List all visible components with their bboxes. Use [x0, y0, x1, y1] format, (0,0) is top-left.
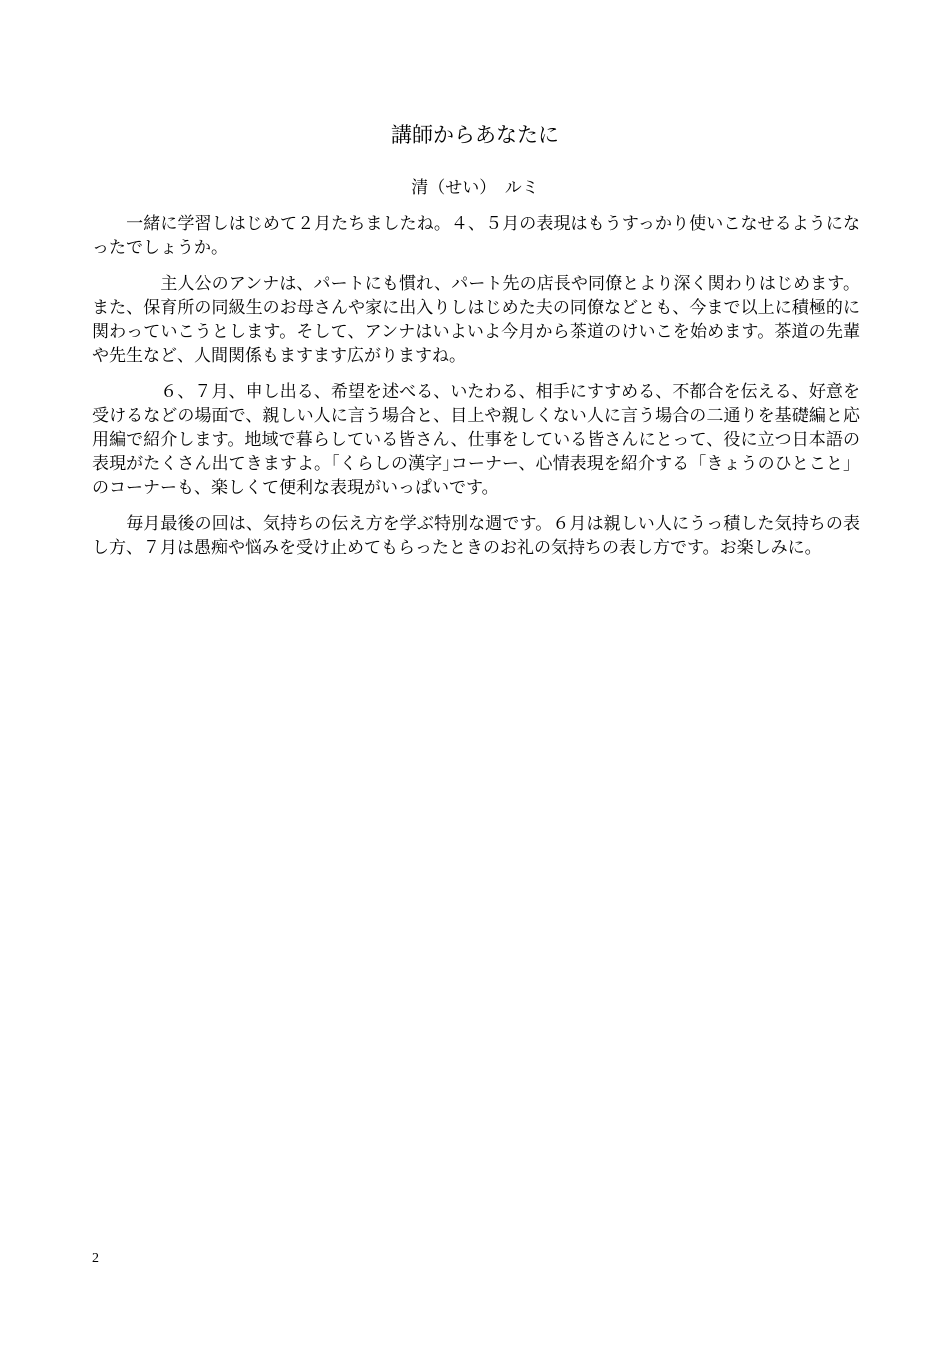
body-text — [92, 212, 860, 572]
author-name: 清（せい） ルミ — [411, 178, 539, 198]
paragraph-2: 主人公のアンナは、パートにも慣れ、パート先の店長や同僚とより深く関わりはじめます。また、保育所の同級生のお母さんや家に出入りしはじめた夫の同僚などとも、今まで以上に積極的に関わっていこうとします。そして、アンナはいよいよ今月から茶道のけいこを始めます。茶道の先輩や先生など、人間関係もますます広がりますね。 — [92, 274, 860, 366]
paragraph-1: 一緒に学習しはじめて２月たちましたね。４、５月の表現はもうすっかり使いこなせるようになったでしょうか。 — [92, 214, 860, 258]
document-title: 講師からあなたに — [391, 123, 559, 147]
paragraph-4: 毎月最後の回は、気持ちの伝え方を学ぶ特別な週です。６月は親しい人にうっ積した気持ちの表し方、７月は愚痴や悩みを受け止めてもらったときのお礼の気持ちの表し方です。お楽しみに。 — [92, 514, 860, 558]
page-number: 2 — [92, 1251, 99, 1266]
paragraph-3: ６、７月、申し出る、希望を述べる、いたわる、相手にすすめる、不都合を伝える、好意を受けるなどの場面で、親しい人に言う場合と、目上や親しくない人に言う場合の二通りを基礎編と応用編で紹介します。地域で暮らしている皆さん、仕事をしている皆さんにとって、役に立つ日本語の表現がたくさん出てきますよ。｢くらしの漢字｣コーナー、心情表現を紹介する「きょうのひとこと」のコーナーも、楽しくて便利な表現がいっぱいです。 — [92, 382, 860, 498]
